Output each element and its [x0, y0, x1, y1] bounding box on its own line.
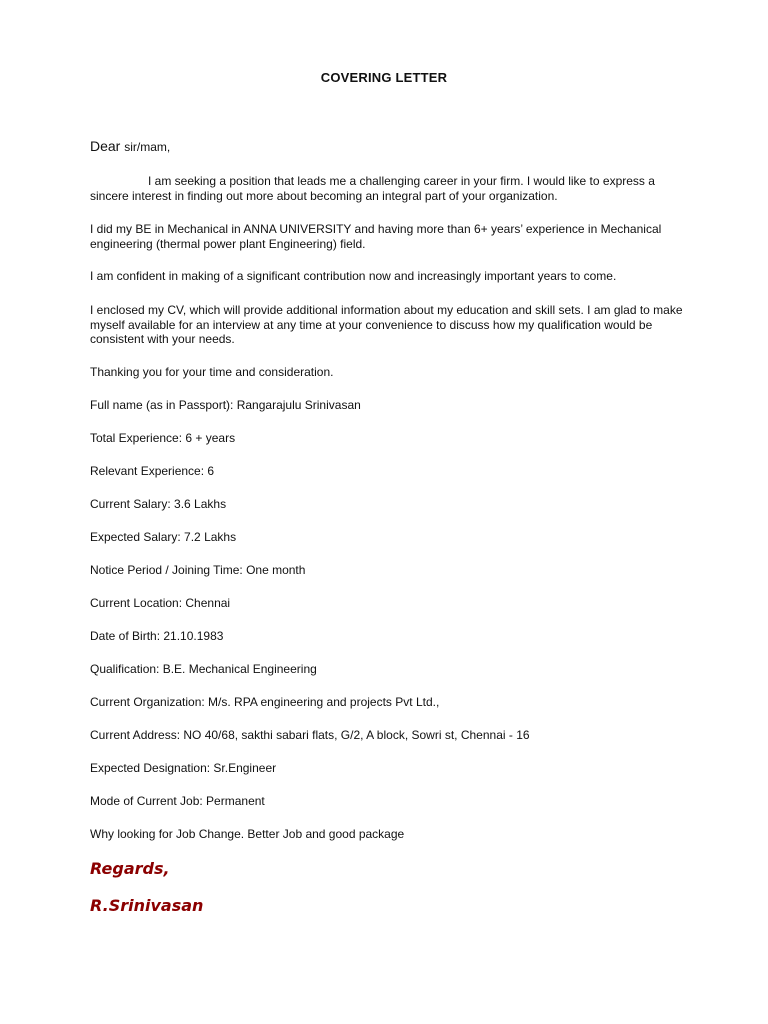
detail-total-experience: Total Experience: 6 + years: [90, 431, 236, 445]
detail-current-salary: Current Salary: 3.6 Lakhs: [90, 497, 227, 511]
detail-current-organization: Current Organization: M/s. RPA engineering and projects Pvt Ltd.,: [90, 695, 440, 709]
detail-qualification: Qualification: B.E. Mechanical Engineering: [90, 662, 317, 676]
detail-job-change-reason: Why looking for Job Change. Better Job and good package: [90, 827, 405, 841]
salutation-dear: Dear: [90, 138, 121, 154]
salutation: [90, 138, 170, 154]
detail-notice-period: Notice Period / Joining Time: One month: [90, 563, 306, 577]
detail-current-address: Current Address: NO 40/68, sakthi sabari flats, G/2, A block, Sowri st, Chennai - 16: [90, 728, 530, 742]
paragraph-education: I did my BE in Mechanical in ANNA UNIVERSITY and having more than 6+ years’ experience in Mechanical engineering (thermal power plant Engineering) field.: [90, 222, 662, 251]
paragraph-intro: [90, 174, 690, 203]
letter-title: COVERING LETTER: [320, 70, 448, 85]
detail-current-location: Current Location: Chennai: [90, 596, 231, 610]
detail-mode-of-job: Mode of Current Job: Permanent: [90, 794, 265, 808]
detail-date-of-birth: Date of Birth: 21.10.1983: [90, 629, 224, 643]
detail-full-name: Full name (as in Passport): Rangarajulu Srinivasan: [90, 398, 361, 412]
detail-relevant-experience: Relevant Experience: 6: [90, 464, 215, 478]
salutation-name: sir/mam,: [124, 140, 171, 154]
paragraph-intro-text: I am seeking a position that leads me a challenging career in your firm. I would like to express a sincere interest in finding out more about becoming an integral part of your organization.: [90, 174, 655, 203]
paragraph-confidence: I am confident in making of a significant contribution now and increasingly important years to come.: [90, 269, 617, 283]
closing-regards: Regards,: [90, 859, 170, 878]
paragraph-thanks: Thanking you for your time and consideration.: [90, 365, 334, 379]
detail-expected-salary: Expected Salary: 7.2 Lakhs: [90, 530, 237, 544]
signature-name: R.Srinivasan: [90, 896, 204, 915]
detail-expected-designation: Expected Designation: Sr.Engineer: [90, 761, 277, 775]
paragraph-cv: I enclosed my CV, which will provide additional information about my education and skill sets. I am glad to make myself available for an interview at any time at your convenience to discuss how my qualification would be consistent with your needs.: [90, 303, 683, 346]
